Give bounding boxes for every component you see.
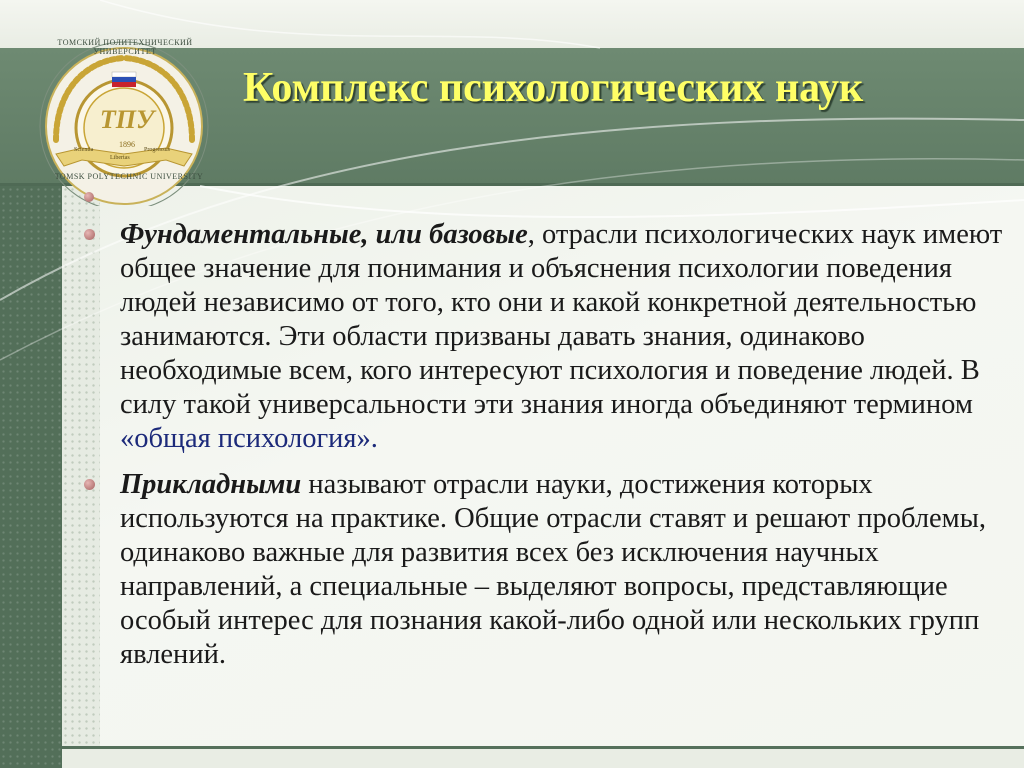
left-decor-column [0, 186, 62, 768]
logo-year: 1896 [119, 140, 135, 149]
logo-ribbon-left: Scientia [74, 147, 94, 153]
bullet-term: Прикладными [120, 469, 302, 500]
logo-top-text: ТОМСКИЙ ПОЛИТЕХНИЧЕСКИЙ УНИВЕРСИТЕТ [57, 38, 193, 56]
logo-ribbon-center: Libertas [110, 155, 130, 161]
bullet-dot-icon [84, 192, 94, 202]
bullet-list [84, 218, 1014, 684]
bullet-term: Фундаментальные, или базовые [120, 219, 528, 250]
bullet-dot-icon [84, 229, 95, 240]
logo-monogram: ТПУ [99, 105, 155, 134]
bullet-text: , отрасли психологических наук имеют общее значение для понимания и объяснения психологии поведения людей независимо от того, кто они и какой конкретной деятельностью занимаются. Эти области призваны давать знания, одинаково необходимые всем, кого интересуют психология и поведение людей. В силу такой универсальности эти знания иногда объединяют термином [120, 219, 1003, 420]
bullet-item-fundamental [84, 218, 1014, 456]
logo-bottom-text: TOMSK POLYTECHNIC UNIVERSITY [54, 172, 204, 181]
bullet-dot-icon [84, 479, 95, 490]
bottom-band [62, 749, 1024, 768]
bullet-item-applied [84, 468, 1014, 672]
logo-ribbon-right: Progressus [144, 147, 171, 153]
slide-title: Комплекс психологических наук [243, 65, 864, 111]
bullet-text: называют отрасли науки, достижения которых используются на практике. Общие отрасли ставят и решают проблемы, одинаково важные для развития всех без исключения научных направлений, а специальные – выделяют вопросы, представляющие особый интерес для познания какой-либо одной или нескольких групп явлений. [120, 469, 986, 670]
bullet-quote: «общая психология». [120, 423, 378, 454]
